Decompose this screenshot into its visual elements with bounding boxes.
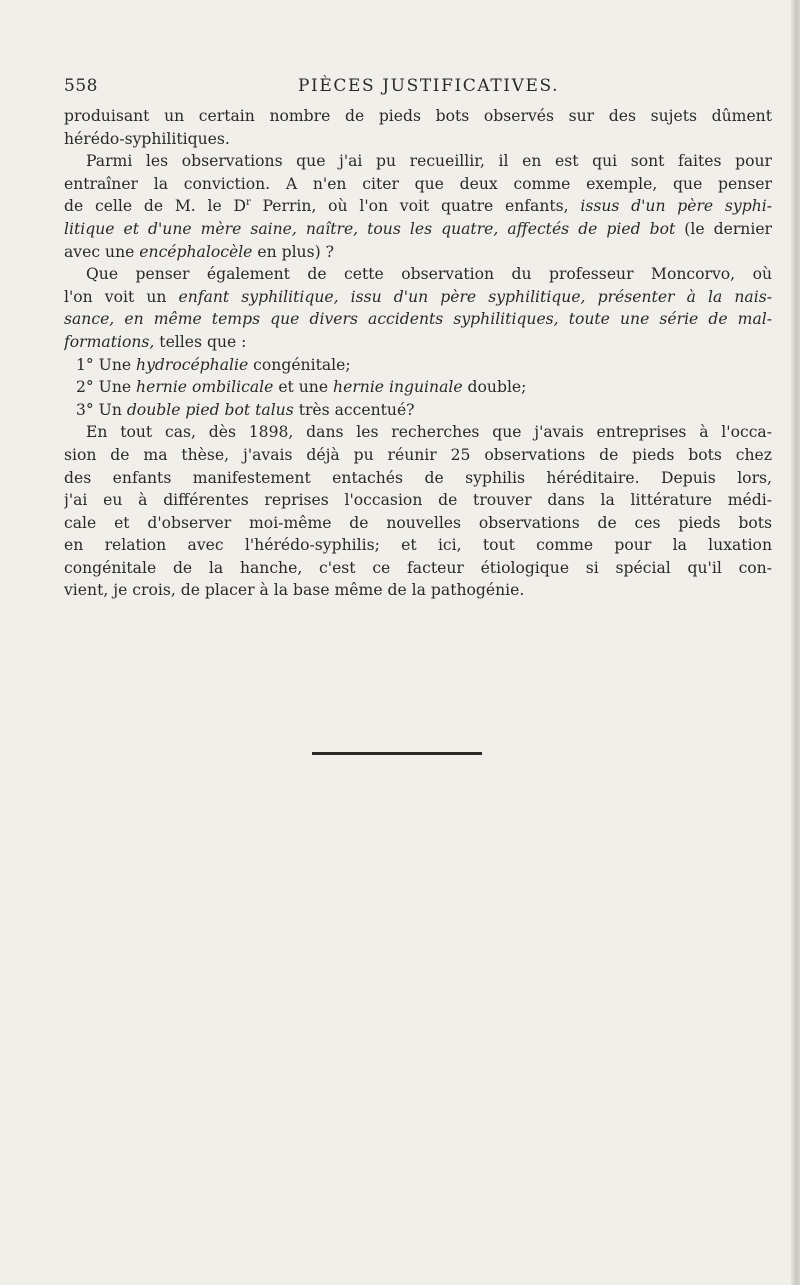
italic-span: enfant syphilitique, issu d'un père syphilitique, présenter à la nais- — [178, 287, 772, 306]
running-title: PIÈCES JUSTIFICATIVES. — [298, 76, 560, 96]
text-span: cale et d'observer moi-même de nouvelles observations de ces pieds bots — [64, 513, 772, 532]
text-span: j'ai eu à différentes reprises l'occasion de trouver dans la littérature médi- — [64, 491, 772, 510]
italic-span: hernie inguinale — [333, 378, 463, 397]
italic-span: issus d'un père syphi- — [580, 197, 772, 216]
text-line — [64, 557, 772, 580]
text-line — [64, 263, 772, 286]
text-span: en relation avec l'hérédo-syphilis; et ici, tout comme pour la luxation — [64, 536, 772, 555]
text-span: double; — [462, 378, 527, 397]
text-span: Parmi les observations que j'ai pu recueillir, il en est qui sont faites pour — [86, 152, 772, 171]
text-line — [64, 195, 772, 218]
text-span: hérédo-syphilitiques. — [64, 129, 230, 148]
text-line — [64, 241, 772, 264]
text-span: Que penser également de cette observation du professeur Moncorvo, où — [86, 265, 772, 284]
text-line — [64, 331, 772, 354]
page-edge-shadow — [791, 0, 800, 1285]
list-item — [64, 399, 772, 422]
text-line — [64, 444, 772, 467]
text-span: Perrin, où l'on voit quatre enfants, — [250, 197, 581, 216]
text-span: (le dernier — [675, 219, 772, 238]
page-number: 558 — [64, 76, 98, 96]
text-span: sion de ma thèse, j'avais déjà pu réunir 25 observations de pieds bots chez — [64, 445, 772, 464]
text-line — [64, 579, 772, 602]
list-number: 2° — [76, 378, 94, 397]
text-span: Une — [93, 378, 137, 397]
list-item — [64, 354, 772, 377]
superscript: r — [245, 197, 251, 209]
text-span: et une — [273, 378, 334, 397]
text-span: avec une — [64, 242, 140, 261]
text-line — [64, 308, 772, 331]
text-line — [64, 467, 772, 490]
text-line — [64, 173, 772, 196]
italic-span: encéphalocèle — [139, 242, 253, 261]
text-span: très accentué? — [293, 400, 415, 419]
page-header — [0, 76, 800, 102]
text-span: congénitale de la hanche, c'est ce facteur étiologique si spécial qu'il con- — [64, 558, 772, 577]
text-line — [64, 218, 772, 241]
text-span: congénitale; — [248, 355, 351, 374]
text-span: de celle de M. le D — [64, 197, 246, 216]
text-span: En tout cas, dès 1898, dans les recherches que j'avais entreprises à l'occa- — [86, 423, 772, 442]
list-item — [64, 376, 772, 399]
list-number: 1° — [76, 355, 94, 374]
text-span: l'on voit un — [64, 287, 179, 306]
italic-span: hernie ombilicale — [136, 378, 274, 397]
text-line — [64, 421, 772, 444]
section-end-rule — [312, 752, 482, 755]
italic-span: double pied bot talus — [126, 400, 294, 419]
text-span: des enfants manifestement entachés de syphilis héréditaire. Depuis lors, — [64, 468, 772, 487]
body-text — [64, 105, 772, 602]
list-number: 3° — [76, 400, 94, 419]
text-span: telles que : — [154, 332, 247, 351]
text-line — [64, 128, 772, 151]
text-line — [64, 512, 772, 535]
text-line — [64, 286, 772, 309]
text-line — [64, 534, 772, 557]
italic-span: hydrocéphalie — [136, 355, 249, 374]
text-span: en plus) ? — [252, 242, 335, 261]
text-line — [64, 105, 772, 128]
text-span: vient, je crois, de placer à la base même de la pathogénie. — [64, 581, 525, 600]
text-span: Un — [93, 400, 127, 419]
text-span: Une — [93, 355, 137, 374]
italic-span: formations, — [64, 332, 155, 351]
italic-span: sance, en même temps que divers accidents syphilitiques, toute une série de mal- — [64, 310, 772, 329]
italic-span: litique et d'une mère saine, naître, tous les quatre, affectés de pied bot — [64, 219, 676, 238]
text-line — [64, 150, 772, 173]
text-span: entraîner la conviction. A n'en citer que deux comme exemple, que penser — [64, 174, 772, 193]
text-line — [64, 489, 772, 512]
text-span: produisant un certain nombre de pieds bots observés sur des sujets dûment — [64, 107, 772, 125]
